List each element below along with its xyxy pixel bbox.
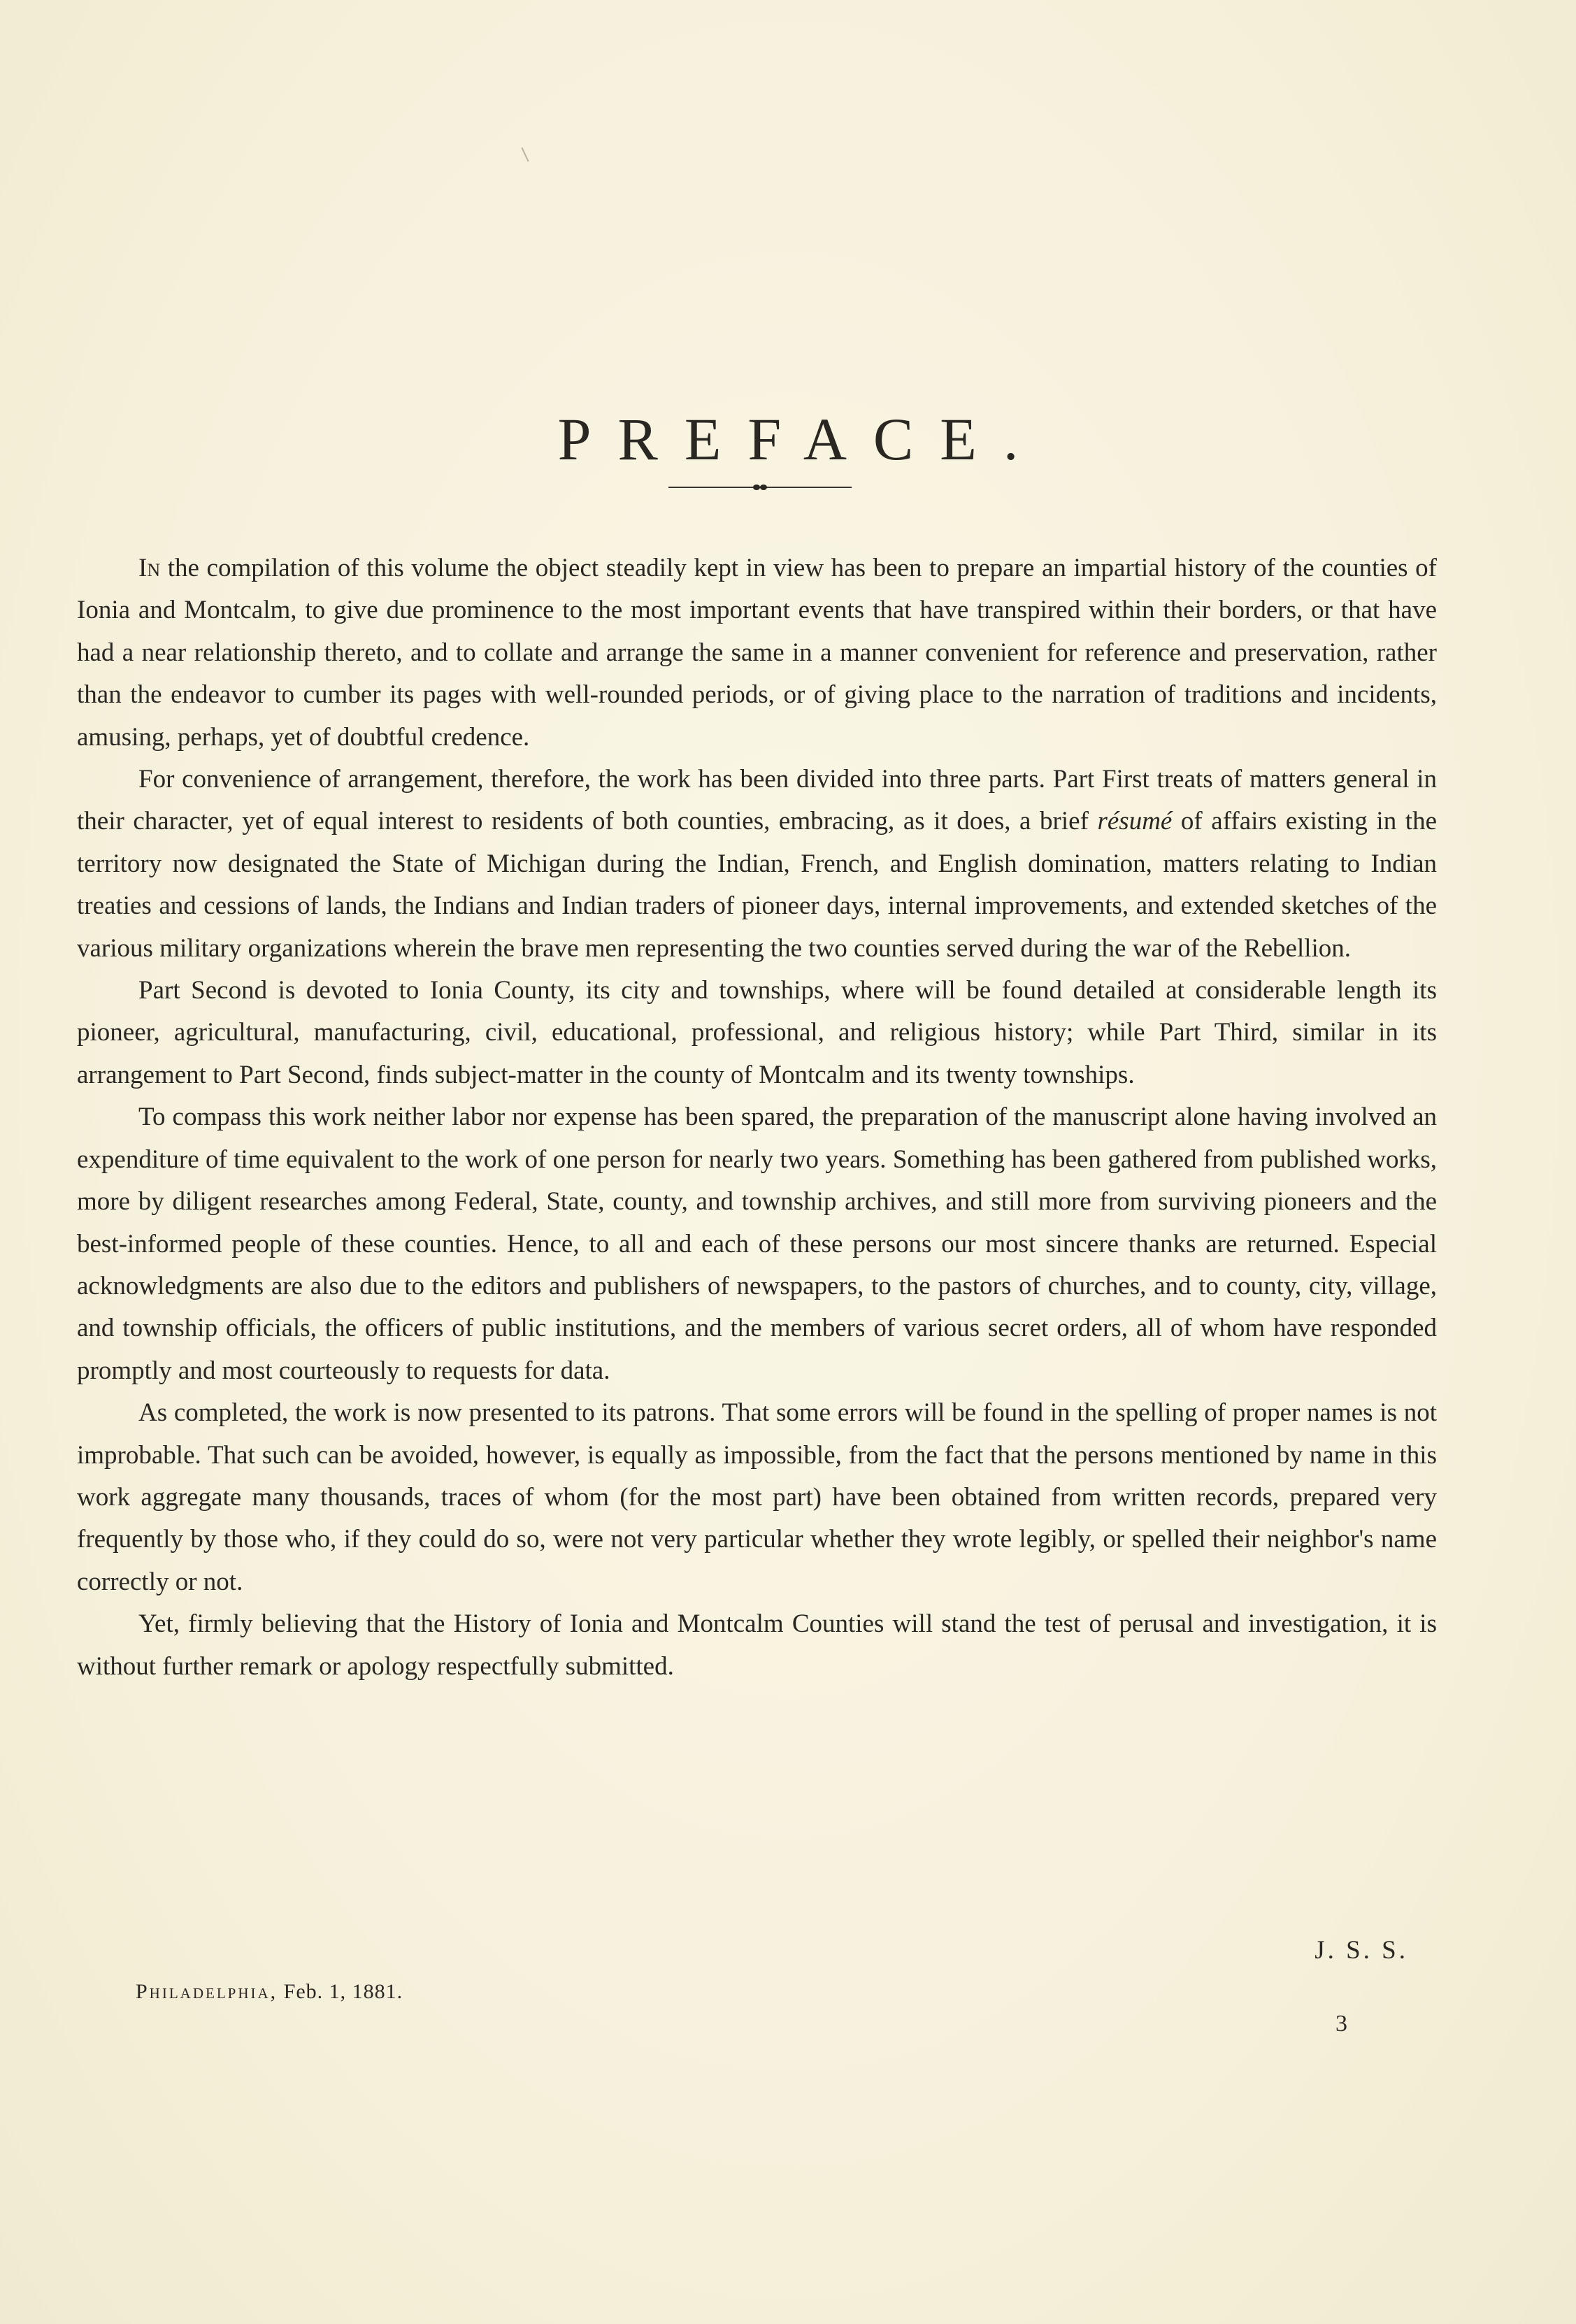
- dateline-city: Philadelphia,: [136, 1980, 278, 2003]
- italic-term: résumé: [1097, 807, 1173, 836]
- signature-initials: J. S. S.: [1314, 1936, 1408, 1965]
- dateline-date: Feb. 1, 1881.: [283, 1980, 403, 2003]
- paragraph-text: of affairs existing in the territory now designated the State of Michigan during the Indian, French, and English domination, matters relating to Indian treaties and cessions of lands, the Indians and Indian traders of pioneer days, internal improvements, and extended sketches of the various military organizations wherein the brave men representing the two counties served during the war of the Rebellion.: [77, 807, 1437, 963]
- paper-mark: [521, 148, 529, 162]
- paragraph-2: [77, 759, 1437, 970]
- paragraph-3: Part Second is devoted to Ionia County, its city and townships, where will be found detailed at considerable length its pioneer, agricultural, manufacturing, civil, educational, professional, and religious history; while Part Third, similar in its arrangement to Part Second, finds subject-matter in the county of Montcalm and its twenty townships.: [77, 976, 1437, 1089]
- ornament-diamond-icon: [745, 482, 775, 492]
- ornament-line-left: [668, 487, 745, 488]
- page-title: PREFACE.: [557, 405, 1045, 473]
- title-ornament: [668, 482, 852, 492]
- paragraph-text: the compilation of this volume the object steadily kept in view has been to prepare an impartial history of the counties of Ionia and Montcalm, to give due prominence to the most important events that have transpired within their borders, or that have had a near relationship thereto, and to collate and arrange the same in a manner convenient for reference and preservation, rather than the endeavor to cumber its pages with well-rounded periods, or of giving place to the narration of traditions and incidents, amusing, perhaps, yet of doubtful credence.: [77, 554, 1437, 752]
- paragraph-text: For convenience of arrangement, therefore, the work has been divided into three parts. Part First treats of matters general in their character, yet of equal interest to residents of both counties, embracing, as it does, a brief: [77, 765, 1437, 836]
- dateline: [136, 1980, 403, 2004]
- page-number: 3: [1335, 2011, 1347, 2037]
- preface-body: [77, 547, 1437, 1688]
- paragraph-1: [77, 547, 1437, 759]
- paragraph-5: As completed, the work is now presented to its patrons. That some errors will be found in the spelling of proper names is not improbable. That such can be avoided, however, is equally as impossible, from the fact that the persons mentioned by name in this work aggregate many thousands, traces of whom (for the most part) have been obtained from written records, prepared very frequently by those who, if they could do so, were not very particular whether they wrote legibly, or spelled their neighbor's name correctly or not.: [77, 1398, 1437, 1596]
- paragraph-4: To compass this work neither labor nor expense has been spared, the preparation of the manuscript alone having involved an expenditure of time equivalent to the work of one person for nearly two years. Something has been gathered from published works, more by diligent researches among Federal, State, county, and township archives, and still more from surviving pioneers and the best-informed people of these counties. Hence, to all and each of these persons our most sincere thanks are returned. Especial acknowledgments are also due to the editors and publishers of newspapers, to the pastors of churches, and to county, city, village, and township officials, the officers of public institutions, and the members of various secret orders, all of whom have responded promptly and most courteously to requests for data.: [77, 1103, 1437, 1385]
- paragraph-6: Yet, firmly believing that the History of Ionia and Montcalm Counties will stand the test of perusal and investigation, it is without further remark or apology respectfully submitted.: [77, 1609, 1437, 1681]
- ornament-line-right: [775, 487, 852, 488]
- paragraph-lead: In: [138, 554, 161, 582]
